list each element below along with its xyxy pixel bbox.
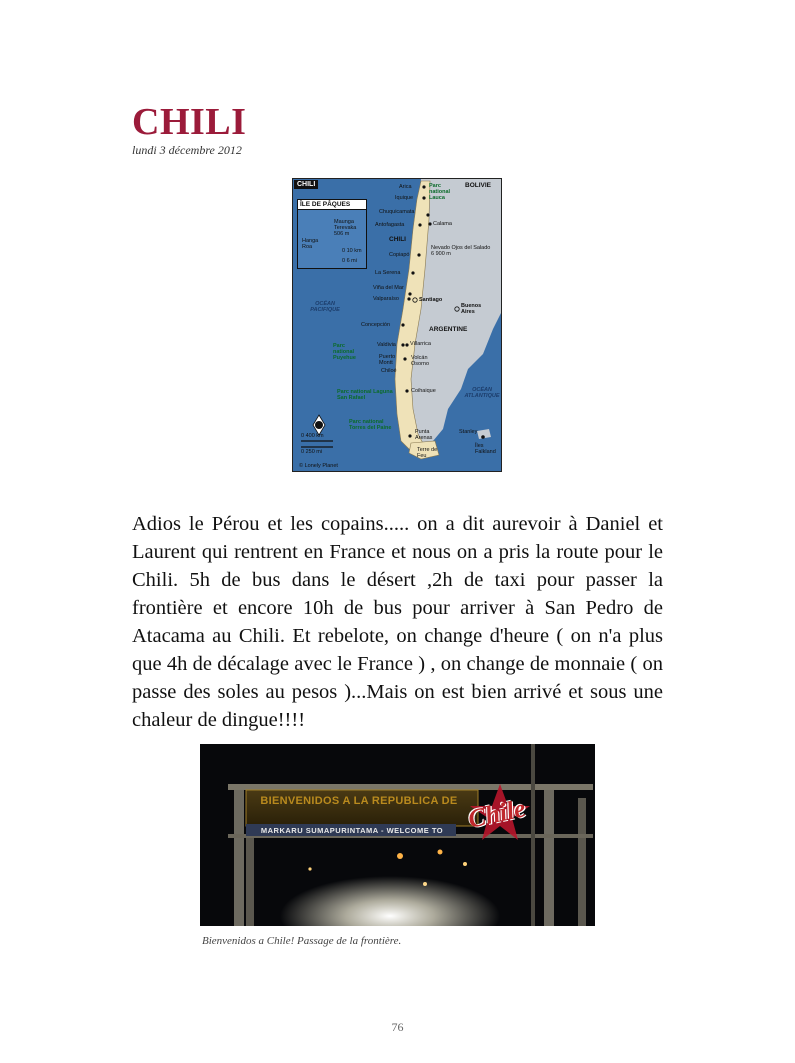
post-title: CHILI (132, 101, 247, 143)
nevado-ojos-del-salado: Nevado Ojos del Salado 6 900 m (431, 245, 491, 257)
post-body: Adios le Pérou et les copains..... on a dit aurevoir à Daniel et Laurent qui rentrent en France et nous on a pris la route pour le Chili. 5h de bus dans le désert ,2h de taxi pour passer la frontière et encore 10h de bus pour arriver à San Pedro de Atacama au Chili. Et rebelote, on change d'heure ( on n'a plus que 4h de décalage avec le France ) , on change de monnaie ( on passe des soles au pesos )...Mais on est bien arrivé et sous une chaleur de dingue!!!! (132, 513, 663, 731)
label-pacific: OCÉAN PACIFIQUE (310, 301, 340, 313)
label-atlantic: OCÉAN ATLANTIQUE (464, 387, 500, 399)
city-buenos-aires: Buenos Aires (461, 303, 482, 315)
city-villarrica: Villarrica (410, 341, 431, 347)
label-terre-de-feu: Terre de Feu (417, 447, 438, 459)
sign-welcome-spanish: BIENVENIDOS A LA REPUBLICA DE (260, 795, 458, 807)
post-date: lundi 3 décembre 2012 (132, 143, 242, 157)
label-argentina: ARGENTINE (429, 326, 468, 333)
label-chile: CHILI (389, 236, 406, 243)
border-photo[interactable] (200, 744, 595, 926)
map-scale-mi: 0 250 mi (301, 449, 323, 455)
sign-welcome-multilang: MARKARU SUMAPURINTAMA - WELCOME TO (260, 826, 444, 835)
volcan-osorno: Volcán Osorno (411, 355, 430, 367)
chile-map[interactable] (292, 178, 502, 472)
photo-caption: Bienvenidos a Chile! Passage de la frontière. (202, 935, 402, 947)
inset-title: ÎLE DE PÂQUES (298, 200, 366, 210)
city-la-serena: La Serena (375, 270, 401, 276)
label-falkland: Îles Falkland (475, 443, 496, 455)
park-lauca: Parc national Lauca (429, 183, 451, 201)
chile-logo: Chile (465, 793, 529, 834)
inset-scale-km: 0 10 km (342, 248, 362, 254)
city-valparaiso: Valparaíso (373, 296, 399, 302)
map-credit: © Lonely Planet (299, 463, 338, 469)
city-coihaique: Coihaique (411, 388, 436, 394)
city-iquique: Iquique (395, 195, 414, 201)
label-bolivia: BOLIVIE (465, 182, 492, 189)
photo-scene (200, 744, 595, 926)
island-chiloe: Chiloé (381, 368, 397, 374)
city-vina-del-mar: Viña del Mar (373, 285, 404, 291)
city-calama: Calama (433, 221, 452, 227)
easter-island-inset (297, 199, 367, 269)
city-chuquicamata: Chuquicamata (379, 209, 415, 215)
city-stanley: Stanley (459, 429, 478, 435)
city-antofagasta: Antofagasta (375, 222, 405, 228)
city-arica: Arica (399, 184, 412, 190)
city-concepcion: Concepción (361, 322, 391, 328)
city-puerto-montt: Puerto Montt (379, 354, 396, 366)
city-santiago: Santiago (419, 297, 443, 303)
inset-scale-mi: 0 6 mi (342, 258, 357, 264)
city-copiapo: Copiapó (389, 252, 410, 258)
inset-town: Hanga Roa (302, 238, 319, 250)
inset-volcano: Maunga Terevaka 506 m (334, 219, 357, 237)
city-punta-arenas: Punta Arenas (415, 429, 433, 441)
page-number: 76 (391, 1020, 404, 1034)
map-tag: CHILI (294, 180, 318, 189)
map-scale-km: 0 400 km (301, 433, 324, 439)
park-laguna-san-rafael: Parc national Laguna San Rafael (337, 389, 393, 401)
park-puyehue: Parc national Puyehue (333, 343, 356, 361)
city-valdivia: Valdivia (377, 342, 396, 348)
park-torres-del-paine: Parc national Torres del Paine (349, 419, 392, 431)
